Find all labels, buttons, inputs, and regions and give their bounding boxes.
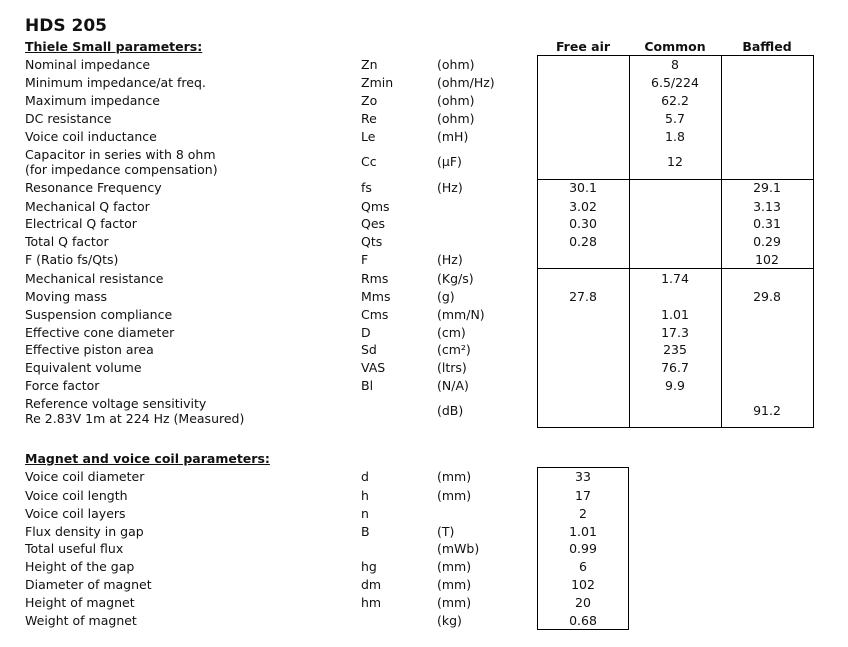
page-title: HDS 205 [25, 16, 107, 36]
value-baffled: 3.13 [753, 199, 781, 214]
param-label: Electrical Q factor [25, 216, 137, 231]
param-label: Mechanical resistance [25, 271, 164, 286]
param-symbol: Zn [361, 57, 378, 72]
param-symbol: Rms [361, 271, 389, 286]
magnet-param-symbol: hg [361, 559, 377, 574]
param-label: Equivalent volume [25, 360, 142, 375]
param-unit: (cm²) [437, 342, 471, 357]
param-label: Suspension compliance [25, 307, 173, 322]
magnet-param-value: 102 [571, 577, 595, 592]
magnet-param-label: Weight of magnet [25, 613, 137, 628]
param-unit: (g) [437, 289, 455, 304]
magnet-param-value: 0.99 [569, 541, 597, 556]
param-unit: (N/A) [437, 378, 469, 393]
magnet-param-label: Voice coil length [25, 488, 128, 503]
param-symbol: Cms [361, 307, 389, 322]
param-label: Resonance Frequency [25, 180, 162, 195]
value-common: 62.2 [661, 93, 689, 108]
param-label: Voice coil inductance [25, 129, 157, 144]
value-free-air: 0.28 [569, 234, 597, 249]
param-label: Capacitor in series with 8 ohm [25, 147, 216, 162]
magnet-param-value: 20 [575, 595, 591, 610]
param-label: Mechanical Q factor [25, 199, 150, 214]
value-baffled: 29.8 [753, 289, 781, 304]
param-unit: (Kg/s) [437, 271, 474, 286]
magnet-param-label: Height of the gap [25, 559, 135, 574]
magnet-param-value: 1.01 [569, 524, 597, 539]
column-header-common: Common [644, 39, 706, 54]
param-symbol: Bl [361, 378, 374, 393]
value-common: 235 [663, 342, 687, 357]
param-unit: (ltrs) [437, 360, 467, 375]
param-label: Nominal impedance [25, 57, 151, 72]
param-label-line2: Re 2.83V 1m at 224 Hz (Measured) [25, 411, 245, 426]
value-common: 76.7 [661, 360, 689, 375]
param-label: Effective piston area [25, 342, 154, 357]
magnet-param-symbol: hm [361, 595, 382, 610]
param-symbol: Qms [361, 199, 390, 214]
magnet-param-unit: (mm) [437, 595, 472, 610]
magnet-param-label: Diameter of magnet [25, 577, 152, 592]
value-baffled: 0.31 [753, 216, 781, 231]
param-symbol: fs [361, 180, 372, 195]
param-label: F (Ratio fs/Qts) [25, 252, 119, 267]
magnet-param-value: 33 [575, 469, 591, 484]
value-common: 6.5/224 [651, 75, 699, 90]
column-header-free-air: Free air [555, 39, 611, 54]
magnet-param-symbol: dm [361, 577, 382, 592]
value-baffled: 0.29 [753, 234, 781, 249]
value-baffled: 91.2 [753, 403, 781, 418]
value-common: 1.74 [661, 271, 689, 286]
value-common: 12 [667, 154, 683, 169]
param-unit: (ohm) [437, 57, 475, 72]
param-symbol: Cc [361, 154, 377, 169]
value-baffled: 102 [755, 252, 779, 267]
param-label: Total Q factor [25, 234, 109, 249]
magnet-param-value: 0.68 [569, 613, 597, 628]
param-symbol: VAS [361, 360, 386, 375]
magnet-param-unit: (mWb) [437, 541, 480, 556]
param-unit: (ohm) [437, 111, 475, 126]
magnet-param-label: Voice coil layers [25, 506, 126, 521]
param-unit: (Hz) [437, 180, 463, 195]
param-symbol: Qes [361, 216, 386, 231]
param-label: Moving mass [25, 289, 107, 304]
param-label-line2: (for impedance compensation) [25, 162, 218, 177]
param-symbol: Re [361, 111, 377, 126]
magnet-param-unit: (kg) [437, 613, 462, 628]
value-common: 9.9 [665, 378, 685, 393]
column-header-baffled: Baffled [742, 39, 792, 54]
ts-section-header: Thiele Small parameters: [25, 39, 203, 54]
param-unit: (µF) [437, 154, 462, 169]
ts-group-divider [537, 268, 813, 269]
param-unit: (ohm) [437, 93, 475, 108]
param-symbol: F [361, 252, 369, 267]
magnet-param-unit: (mm) [437, 488, 472, 503]
magnet-param-unit: (mm) [437, 577, 472, 592]
param-unit: (mH) [437, 129, 469, 144]
magnet-param-unit: (mm) [437, 559, 472, 574]
param-symbol: D [361, 325, 371, 340]
magnet-param-label: Height of magnet [25, 595, 135, 610]
param-symbol: Qts [361, 234, 383, 249]
value-common: 5.7 [665, 111, 685, 126]
param-symbol: Sd [361, 342, 377, 357]
value-baffled: 29.1 [753, 180, 781, 195]
magnet-param-unit: (T) [437, 524, 455, 539]
magnet-section-header: Magnet and voice coil parameters: [25, 451, 270, 466]
magnet-param-label: Voice coil diameter [25, 469, 145, 484]
value-free-air: 3.02 [569, 199, 597, 214]
value-common: 1.8 [665, 129, 685, 144]
magnet-param-symbol: n [361, 506, 369, 521]
param-label: Minimum impedance/at freq. [25, 75, 206, 90]
magnet-param-value: 17 [575, 488, 591, 503]
magnet-param-value: 6 [579, 559, 587, 574]
value-common: 17.3 [661, 325, 689, 340]
value-common: 8 [671, 57, 679, 72]
magnet-param-symbol: B [361, 524, 370, 539]
magnet-param-value: 2 [579, 506, 587, 521]
value-free-air: 27.8 [569, 289, 597, 304]
param-label: Force factor [25, 378, 100, 393]
param-unit: (ohm/Hz) [437, 75, 495, 90]
magnet-param-unit: (mm) [437, 469, 472, 484]
param-symbol: Le [361, 129, 376, 144]
magnet-param-label: Total useful flux [25, 541, 124, 556]
param-label: Effective cone diameter [25, 325, 175, 340]
value-common: 1.01 [661, 307, 689, 322]
value-free-air: 30.1 [569, 180, 597, 195]
param-unit: (cm) [437, 325, 466, 340]
value-free-air: 0.30 [569, 216, 597, 231]
param-symbol: Zmin [361, 75, 394, 90]
magnet-param-symbol: h [361, 488, 369, 503]
param-symbol: Zo [361, 93, 378, 108]
param-label: DC resistance [25, 111, 112, 126]
param-unit: (dB) [437, 403, 464, 418]
param-symbol: Mms [361, 289, 391, 304]
param-label: Reference voltage sensitivity [25, 396, 207, 411]
param-unit: (mm/N) [437, 307, 485, 322]
param-unit: (Hz) [437, 252, 463, 267]
param-label: Maximum impedance [25, 93, 160, 108]
magnet-param-label: Flux density in gap [25, 524, 144, 539]
magnet-param-symbol: d [361, 469, 369, 484]
